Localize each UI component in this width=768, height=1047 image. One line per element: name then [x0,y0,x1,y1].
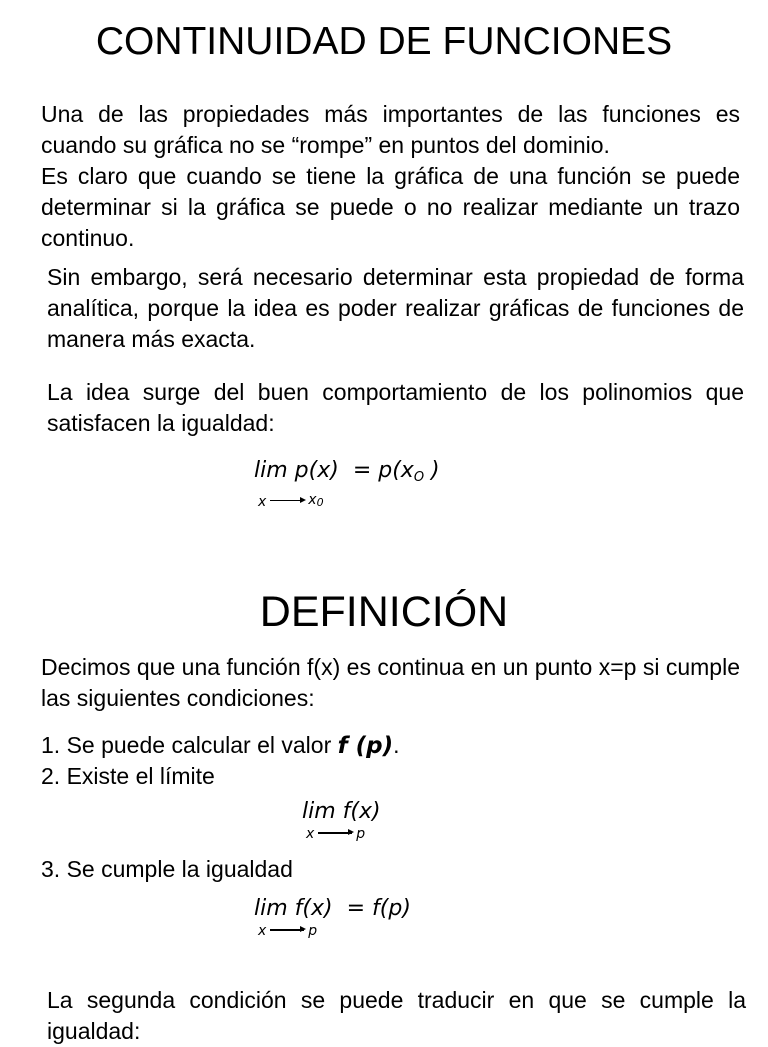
definition-heading: DEFINICIÓN [259,588,509,636]
closing-paragraph: La segunda condición se puede traducir en que se cumple la igualdad: [47,987,746,1044]
intro-paragraph-1: Una de las propiedades más importantes de las funciones es cuando su gráfica no se “rompe” en puntos del dominio. [41,101,740,158]
limit-variable: x [258,493,267,510]
limit-variable: x [258,923,267,939]
formula-expression: p(x) [294,458,339,483]
formula-expression: f(x) [342,799,381,824]
page-title: CONTINUIDAD DE FUNCIONES [95,20,673,63]
formula-rhs-subscript: O [413,470,425,485]
limit-target-subscript: 0 [316,496,324,509]
formula-rhs-close: ) [431,458,440,483]
limit-formula-fx [302,799,381,843]
formula-rhs: = p(x [352,458,414,483]
lim-operator: lim [254,458,288,483]
formula-rhs: = f(p) [346,896,411,921]
lim-operator: lim [254,896,288,921]
condition-1-end: . [393,732,400,758]
definition-text: Decimos que una función f(x) es continua en un punto x=p si cumple las siguientes condiciones: [41,654,740,711]
arrow-icon [270,500,304,502]
condition-2: 2. Existe el límite [41,763,215,789]
limit-variable: x [306,826,315,842]
intro-paragraph-2: Es claro que cuando se tiene la gráfica de una función se puede determinar si la gráfica se puede o no realizar mediante un trazo continuo. [41,163,740,251]
condition-3: 3. Se cumple la igualdad [41,856,293,882]
limit-target: p [308,923,318,939]
condition-1-text: 1. Se puede calcular el valor [41,732,332,758]
condition-1-fp: f (p) [337,733,394,759]
limit-formula-polynomial [254,458,440,512]
intro-paragraph-3: Sin embargo, será necesario determinar esta propiedad de forma analítica, porque la idea es poder realizar gráficas de funciones de manera más exacta. [47,264,744,352]
lim-operator: lim [302,799,336,824]
limit-formula-equality [254,896,411,940]
arrow-icon [270,929,304,931]
arrow-icon [318,832,352,834]
limit-target: p [356,826,366,842]
intro-paragraph-4: La idea surge del buen comportamiento de los polinomios que satisfacen la igualdad: [47,379,744,436]
limit-target: x0 [308,492,324,509]
formula-expression: f(x) [294,896,333,921]
condition-1 [41,730,400,762]
